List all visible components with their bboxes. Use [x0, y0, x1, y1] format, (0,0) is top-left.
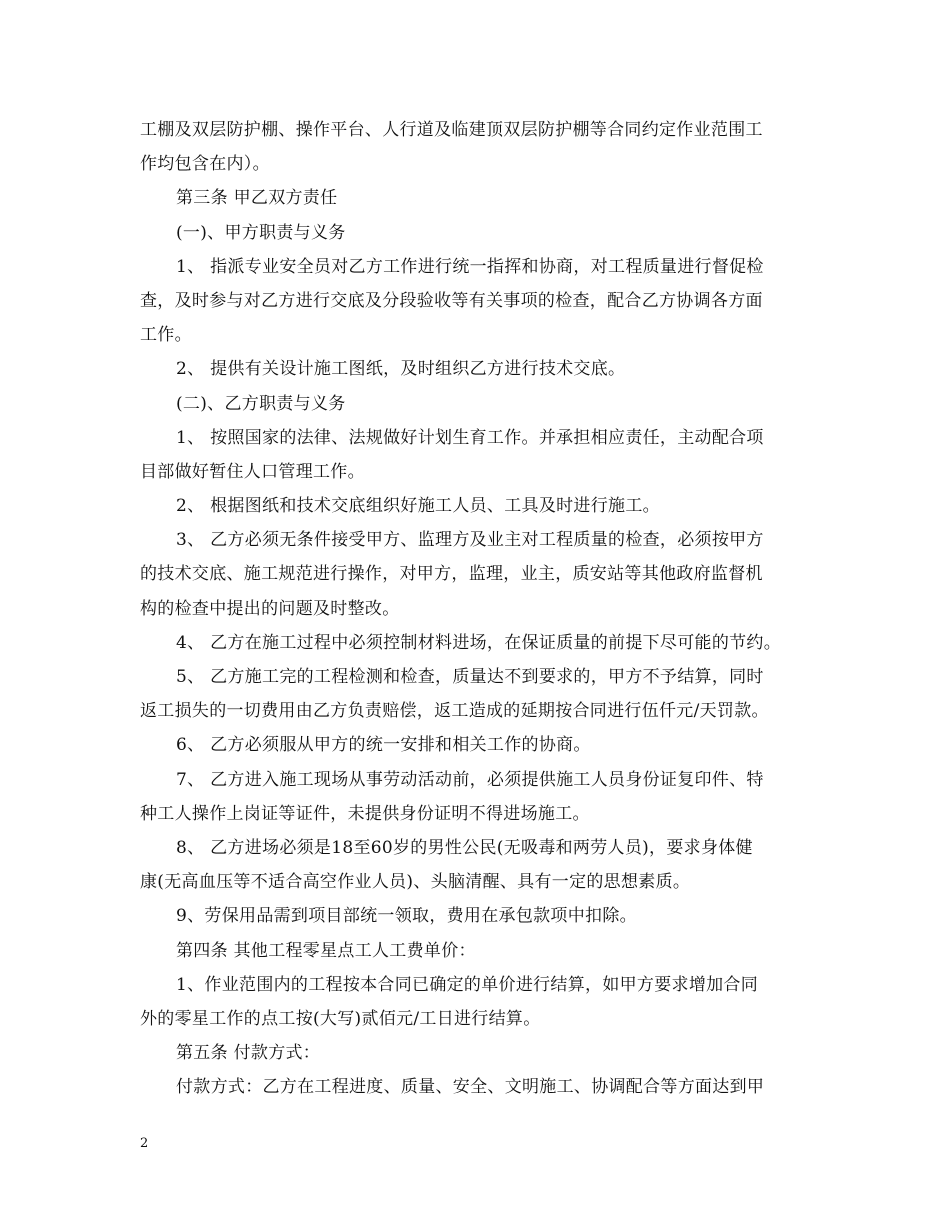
text-line: 种工人操作上岗证等证件，未提供身份证明不得进场施工。 [140, 803, 590, 824]
text-line: 目部做好暂住人口管理工作。 [140, 461, 365, 482]
text-line: (一)、甲方职责与义务 [176, 222, 346, 243]
text-line: 外的零星工作的点工按(大写)贰佰元/工日进行结算。 [140, 1008, 541, 1029]
text-line: 2、 提供有关设计施工图纸，及时组织乙方进行技术交底。 [176, 359, 626, 380]
text-line: 1、作业范围内的工程按本合同已确定的单价进行结算，如甲方要求增加合同 [176, 974, 759, 995]
text-line: 查，及时参与对乙方进行交底及分段验收等有关事项的检查，配合乙方协调各方面 [140, 290, 763, 311]
text-line: 第五条 付款方式： [176, 1043, 321, 1064]
text-line: 5、 乙方施工完的工程检测和检查，质量达不到要求的，甲方不予结算，同时 [176, 667, 764, 687]
text-line: (二)、乙方职责与义务 [176, 393, 346, 414]
text-line: 8、 乙方进场必须是18至60岁的男性公民(无吸毒和两劳人员)，要求身体健 [176, 837, 753, 858]
text-line: 工棚及双层防护棚、操作平台、人行道及临建顶双层防护棚等合同约定作业范围工 [140, 120, 763, 140]
text-line: 的技术交底、施工规范进行操作，对甲方，监理，业主，质安站等其他政府监督机 [140, 564, 763, 585]
text-line: 1、 指派专业安全员对乙方工作进行统一指挥和协商，对工程质量进行督促检 [176, 256, 764, 277]
text-line: 第三条 甲乙双方责任 [176, 188, 338, 209]
contract-body-text [140, 113, 825, 1104]
text-line: 付款方式：乙方在工程进度、质量、安全、文明施工、协调配合等方面达到甲 [176, 1077, 765, 1098]
text-line: 6、 乙方必须服从甲方的统一安排和相关工作的协商。 [176, 735, 591, 756]
page-number: 2 [140, 1136, 149, 1151]
text-line: 返工损失的一切费用由乙方负责赔偿，返工造成的延期按合同进行伍仟元/天罚款。 [140, 701, 769, 722]
text-line: 7、 乙方进入施工现场从事劳动活动前，必须提供施工人员身份证复印件、特 [176, 769, 764, 790]
text-line: 1、 按照国家的法律、法规做好计划生育工作。并承担相应责任，主动配合项 [176, 427, 764, 448]
text-line: 工作。 [140, 325, 192, 346]
text-line: 3、 乙方必须无条件接受甲方、监理方及业主对工程质量的检查，必须按甲方 [176, 530, 764, 551]
text-line: 9、劳保用品需到项目部统一领取，费用在承包款项中扣除。 [176, 906, 637, 927]
text-line: 4、 乙方在施工过程中必须控制材料进场，在保证质量的前提下尽可能的节约。 [176, 632, 782, 653]
text-line: 2、 根据图纸和技术交底组织好施工人员、工具及时进行施工。 [176, 496, 660, 517]
text-line: 康(无高血压等不适合高空作业人员)、头脑清醒、具有一定的思想素质。 [140, 872, 691, 893]
text-line: 作均包含在内）。 [140, 154, 270, 175]
text-line: 第四条 其他工程零星点工人工费单价： [176, 940, 476, 961]
text-line: 构的检查中提出的问题及时整改。 [140, 598, 400, 619]
